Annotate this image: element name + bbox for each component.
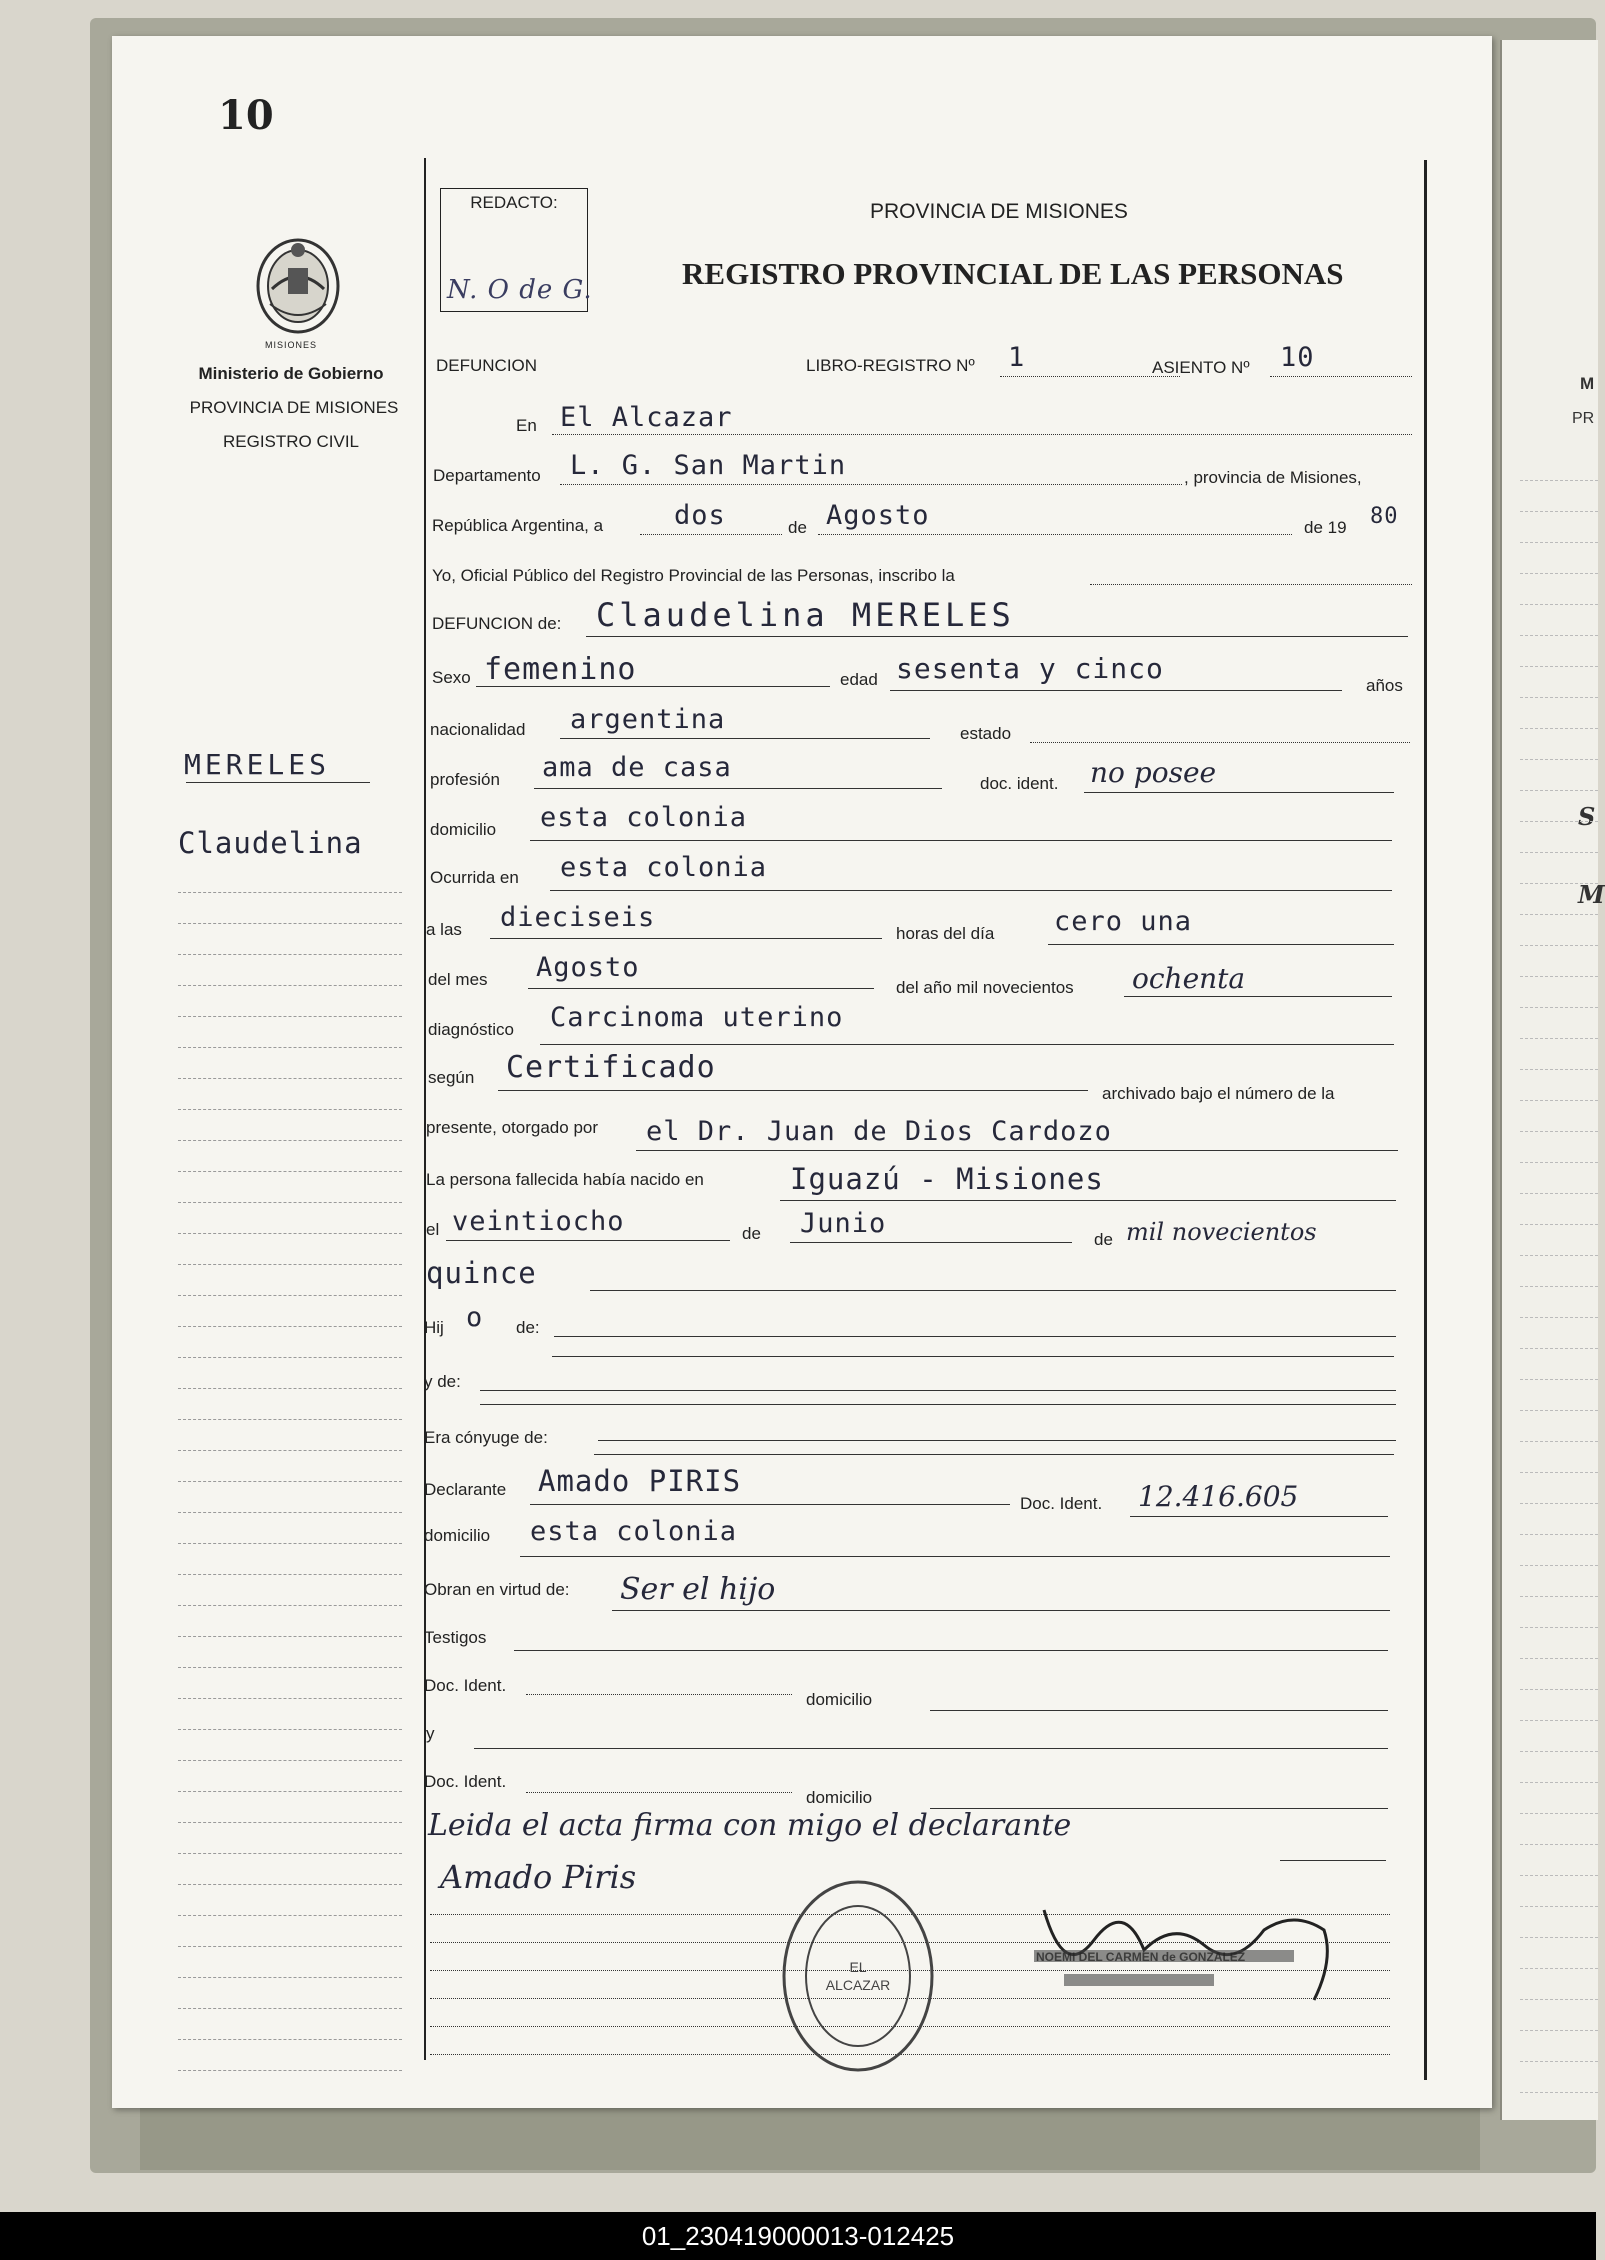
segun-line (498, 1090, 1088, 1091)
facing-page-ruled-line (1520, 1317, 1598, 1318)
republica-label: República Argentina, a (432, 516, 604, 535)
decl-doc-label: Doc. Ident. (1020, 1494, 1103, 1513)
oficial-line (1090, 584, 1412, 585)
seal-label: MISIONES (264, 340, 317, 350)
nacionalidad-value: argentina (570, 704, 726, 735)
facing-page-ruled-line (1520, 821, 1598, 822)
svg-text:ALCAZAR: ALCAZAR (825, 1977, 891, 1993)
edad-line (890, 690, 1342, 691)
libro-value: 1 (1008, 342, 1026, 373)
t1-dom-label: domicilio (806, 1690, 873, 1709)
margin-ruled-line (178, 1450, 402, 1451)
facing-page-ruled-line (1520, 542, 1598, 543)
margin-ruled-line (178, 1016, 402, 1017)
de2-label: de (742, 1224, 761, 1243)
facing-page-ruled-line (1520, 697, 1598, 698)
province-header: PROVINCIA DE MISIONES (870, 200, 1128, 223)
ocurrida-line (550, 890, 1392, 891)
estado-label: estado (960, 724, 1012, 743)
margin-ruled-line (178, 1047, 402, 1048)
hijo-de-label: de: (516, 1318, 540, 1337)
de2-line (790, 1242, 1072, 1243)
presente-label: presente, otorgado por (426, 1118, 599, 1137)
facing-page-ruled-line (1520, 2030, 1598, 2031)
margin-ruled-line (178, 1822, 402, 1823)
el-line (446, 1240, 730, 1241)
facing-page-ruled-line (1520, 1968, 1598, 1969)
registrar-signature-text: NOEMI DEL CARMEN de GONZALEZ (1036, 1950, 1246, 1964)
margin-ruled-line (178, 954, 402, 955)
margin-ruled-line (178, 2070, 402, 2071)
declarante-label: Declarante (424, 1480, 507, 1499)
facing-page-ruled-line (1520, 1162, 1598, 1163)
en-label: En (516, 416, 537, 435)
declarante-signature: Amado Piris (440, 1858, 637, 1896)
estado-line (1030, 742, 1410, 743)
domicilio-value: esta colonia (540, 802, 748, 833)
facing-page-ruled-line (1520, 1596, 1598, 1597)
asiento-value: 10 (1280, 342, 1315, 373)
facing-page-fragment-4: M (1578, 880, 1605, 909)
office-label: REGISTRO CIVIL (222, 432, 360, 451)
margin-ruled-line (178, 1388, 402, 1389)
el-value: veintiocho (452, 1206, 625, 1237)
nacionalidad-line (560, 738, 930, 739)
registry-title: REGISTRO PROVINCIAL DE LAS PERSONAS (682, 256, 1344, 291)
yde-label: y de: (424, 1372, 461, 1391)
diagnostico-line (540, 1044, 1394, 1045)
decl-dom-label: domicilio (424, 1526, 491, 1545)
facing-page-ruled-line (1520, 635, 1598, 636)
facing-page-ruled-line (1520, 1999, 1598, 2000)
profesion-label: profesión (430, 770, 500, 789)
delanio-line (1124, 996, 1392, 997)
libro-label: LIBRO-REGISTRO Nº (806, 356, 975, 375)
facing-page-ruled-line (1520, 790, 1598, 791)
facing-page-ruled-line (1520, 480, 1598, 481)
margin-ruled-line (178, 1946, 402, 1947)
y-label: y (426, 1724, 435, 1743)
facing-page-ruled-line (1520, 852, 1598, 853)
margin-underline (186, 782, 370, 783)
margin-ruled-line (178, 1791, 402, 1792)
facing-page-ruled-line (1520, 573, 1598, 574)
alas-line (490, 938, 882, 939)
nacido-label: La persona fallecida había nacido en (426, 1170, 704, 1189)
de3-label: de (1094, 1230, 1113, 1249)
horas-value: cero una (1054, 906, 1193, 937)
facing-page-ruled-line (1520, 1627, 1598, 1628)
facing-page-ruled-line (1520, 511, 1598, 512)
testigos-label: Testigos (424, 1628, 487, 1647)
facing-page-ruled-line (1520, 1658, 1598, 1659)
doc-line (1084, 792, 1394, 793)
de-label: de (788, 518, 807, 537)
defuncion-de-line (586, 636, 1408, 637)
profesion-value: ama de casa (542, 752, 732, 783)
testigos-line (514, 1650, 1388, 1651)
facing-page-ruled-line (1520, 1441, 1598, 1442)
segun-value: Certificado (506, 1050, 716, 1085)
facing-page-fragment-2: PR (1572, 410, 1595, 427)
mes-line (818, 534, 1292, 535)
margin-ruled-line (178, 1295, 402, 1296)
decl-doc-line (1130, 1516, 1388, 1517)
facing-page-ruled-line (1520, 945, 1598, 946)
facing-page-ruled-line (1520, 1472, 1598, 1473)
t2-doc-label: Doc. Ident. (424, 1772, 507, 1791)
t2-doc-line (526, 1792, 792, 1793)
decl-dom-value: esta colonia (530, 1516, 738, 1547)
sexo-value: femenino (484, 652, 637, 687)
margin-ruled-line (178, 1667, 402, 1668)
margin-ruled-line (178, 1264, 402, 1265)
delmes-value: Agosto (536, 952, 640, 983)
facing-page-ruled-line (1520, 1038, 1598, 1039)
facing-page-ruled-line (1520, 1286, 1598, 1287)
facing-page-ruled-line (1520, 1844, 1598, 1845)
facing-page-ruled-line (1520, 1007, 1598, 1008)
horas-line (1048, 944, 1394, 945)
leida-text: Leida el acta firma con migo el declarante (428, 1808, 1072, 1843)
facing-page-ruled-line (1520, 1782, 1598, 1783)
facing-page-ruled-line (1520, 914, 1598, 915)
margin-ruled-line (178, 1512, 402, 1513)
hijo-line-2 (552, 1356, 1394, 1357)
facing-page-ruled-line (1520, 1751, 1598, 1752)
facing-page (1500, 40, 1605, 2120)
margin-ruled-line (178, 1202, 402, 1203)
nacido-value: Iguazú - Misiones (790, 1162, 1104, 1196)
hijo-label: Hij (424, 1318, 444, 1337)
alas-label: a las (426, 920, 462, 939)
facing-page-ruled-line (1520, 1255, 1598, 1256)
margin-ruled-line (178, 2039, 402, 2040)
facing-page-ruled-line (1520, 1534, 1598, 1535)
redacto-label: REDACTO: (470, 193, 558, 212)
leida-line (1280, 1860, 1386, 1861)
margin-ruled-line (178, 1915, 402, 1916)
diagnostico-value: Carcinoma uterino (550, 1002, 844, 1033)
provincia-suffix: , provincia de Misiones, (1184, 468, 1362, 487)
obran-line (612, 1610, 1390, 1611)
archivado-label: archivado bajo el número de la (1102, 1084, 1335, 1103)
facing-page-ruled-line (1520, 1813, 1598, 1814)
ocurrida-value: esta colonia (560, 852, 768, 883)
facing-page-ruled-line (1520, 1100, 1598, 1101)
delanio-value: ochenta (1132, 962, 1246, 995)
t1-doc-line (526, 1694, 792, 1695)
margin-ruled-line (178, 1729, 402, 1730)
facing-page-ruled-line (1520, 1689, 1598, 1690)
dia-value: dos (674, 500, 726, 531)
facing-page-ruled-line (1520, 1937, 1598, 1938)
anio-value: 80 (1370, 504, 1399, 529)
yde-line (480, 1390, 1396, 1391)
el-label: el (426, 1220, 440, 1239)
facing-page-ruled-line (1520, 759, 1598, 760)
diagnostico-label: diagnóstico (428, 1020, 515, 1039)
book-bottom-edge (140, 2100, 1480, 2170)
act-type-label: DEFUNCION (436, 356, 538, 375)
margin-ruled-line (178, 923, 402, 924)
margin-surname: MERELES (184, 748, 331, 781)
facing-page-ruled-line (1520, 976, 1598, 977)
facing-page-ruled-line (1520, 1348, 1598, 1349)
conyuge-line-2 (594, 1454, 1394, 1455)
margin-ruled-line (178, 1419, 402, 1420)
official-stamp-icon (778, 1876, 938, 2076)
svg-text:EL: EL (849, 1959, 867, 1975)
margin-ruled-line (178, 1357, 402, 1358)
facing-page-fragment-1: M (1580, 374, 1595, 393)
page-number: 10 (218, 92, 274, 139)
nacionalidad-label: nacionalidad (430, 720, 526, 739)
edad-value: sesenta y cinco (896, 652, 1164, 685)
facing-page-ruled-line (1520, 1720, 1598, 1721)
presente-value: el Dr. Juan de Dios Cardozo (646, 1116, 1112, 1147)
yde-line-2 (480, 1404, 1396, 1405)
margin-ruled-line (178, 1977, 402, 1978)
facing-page-ruled-line (1520, 1131, 1598, 1132)
defuncion-de-label: DEFUNCION de: (432, 614, 562, 633)
margin-ruled-line (178, 1171, 402, 1172)
en-line (552, 434, 1412, 435)
facing-page-ruled-line (1520, 1565, 1598, 1566)
segun-label: según (428, 1068, 475, 1087)
obran-value: Ser el hijo (620, 1572, 776, 1607)
facing-page-ruled-line (1520, 1069, 1598, 1070)
departamento-value: L. G. San Martin (570, 450, 847, 481)
conyuge-line (598, 1440, 1396, 1441)
facing-page-ruled-line (1520, 1503, 1598, 1504)
declarante-value: Amado PIRIS (538, 1464, 742, 1498)
facing-page-fragment-3: S (1578, 802, 1596, 831)
dia-line (640, 534, 782, 535)
image-caption: 01_230419000013-012425 (0, 2212, 1596, 2260)
doc-label: doc. ident. (980, 774, 1059, 793)
delmes-label: del mes (428, 970, 488, 989)
facing-page-ruled-line (1520, 728, 1598, 729)
redacto-value: N. O de G. (447, 275, 593, 305)
sexo-line (476, 686, 830, 687)
facing-page-ruled-line (1520, 1875, 1598, 1876)
edad-label: edad (840, 670, 878, 689)
margin-ruled-line (178, 1853, 402, 1854)
delmes-line (528, 988, 874, 989)
horas-label: horas del día (896, 924, 995, 943)
de3-value: mil novecientos (1126, 1218, 1317, 1246)
facing-page-ruled-line (1520, 604, 1598, 605)
facing-page-ruled-line (1520, 1224, 1598, 1225)
margin-ruled-line (178, 1078, 402, 1079)
margin-ruled-line (178, 1140, 402, 1141)
facing-page-ruled-line (1520, 2092, 1598, 2093)
domicilio-label: domicilio (430, 820, 497, 839)
margin-ruled-line (178, 1760, 402, 1761)
margin-ruled-line (178, 1233, 402, 1234)
margin-ruled-line (178, 2008, 402, 2009)
margin-ruled-line (178, 1109, 402, 1110)
facing-page-ruled-line (1520, 1906, 1598, 1907)
sexo-label: Sexo (432, 668, 471, 687)
facing-page-ruled-line (1520, 883, 1598, 884)
y-line (474, 1748, 1388, 1749)
asiento-label: ASIENTO Nº (1152, 358, 1250, 377)
ocurrida-label: Ocurrida en (430, 868, 519, 887)
margin-ruled-line (178, 1884, 402, 1885)
departamento-line (560, 484, 1182, 485)
alas-value: dieciseis (500, 902, 656, 933)
facing-page-ruled-line (1520, 1379, 1598, 1380)
quince-line (590, 1290, 1396, 1291)
conyuge-label: Era cónyuge de: (424, 1428, 548, 1447)
profesion-line (534, 788, 942, 789)
doc-value: no posee (1090, 756, 1217, 789)
departamento-label: Departamento (433, 466, 541, 485)
margin-ruled-line (178, 985, 402, 986)
declarante-line (530, 1504, 1010, 1505)
facing-page-ruled-line (1520, 1193, 1598, 1194)
margin-ruled-line (178, 1636, 402, 1637)
facing-page-ruled-line (1520, 1410, 1598, 1411)
margin-given-name: Claudelina (178, 826, 363, 860)
margin-ruled-line (178, 1481, 402, 1482)
margin-ruled-line (178, 1326, 402, 1327)
presente-line (636, 1150, 1398, 1151)
margin-ruled-line (178, 1605, 402, 1606)
hijo-line (554, 1336, 1396, 1337)
t1-dom-line (930, 1710, 1388, 1711)
decl-dom-line (520, 1556, 1390, 1557)
t1-doc-label: Doc. Ident. (424, 1676, 507, 1695)
nacido-line (780, 1200, 1396, 1201)
oficial-text: Yo, Oficial Público del Registro Provincial de las Personas, inscribo la (432, 566, 955, 585)
anios-label: años (1366, 676, 1403, 695)
margin-ruled-line (178, 1543, 402, 1544)
obran-label: Obran en virtud de: (424, 1580, 570, 1599)
ministry-label: Ministerio de Gobierno (198, 364, 384, 383)
quince-value: quince (426, 1256, 537, 1290)
redacto-box (440, 188, 593, 312)
asiento-line (1270, 376, 1412, 377)
facing-page-ruled-line (1520, 666, 1598, 667)
mes-value: Agosto (826, 500, 930, 531)
margin-ruled-line (178, 1698, 402, 1699)
margin-ruled-line (178, 892, 402, 893)
margin-ruled-line (178, 1574, 402, 1575)
delanio-label: del año mil novecientos (896, 978, 1074, 997)
en-value: El Alcazar (560, 402, 733, 433)
anio-label: de 19 (1304, 518, 1347, 537)
form-right-border (1424, 160, 1427, 2080)
province-label-left: PROVINCIA DE MISIONES (189, 398, 399, 417)
coat-of-arms-icon (252, 234, 344, 338)
facing-page-ruled-line (1520, 2061, 1598, 2062)
hijo-value: o (466, 1302, 484, 1333)
t2-dom-label: domicilio (806, 1788, 873, 1807)
domicilio-line (530, 840, 1392, 841)
de2-value: Junio (800, 1208, 887, 1239)
decl-doc-value: 12.416.605 (1138, 1480, 1299, 1513)
defuncion-de-value: Claudelina MERELES (596, 596, 1015, 634)
